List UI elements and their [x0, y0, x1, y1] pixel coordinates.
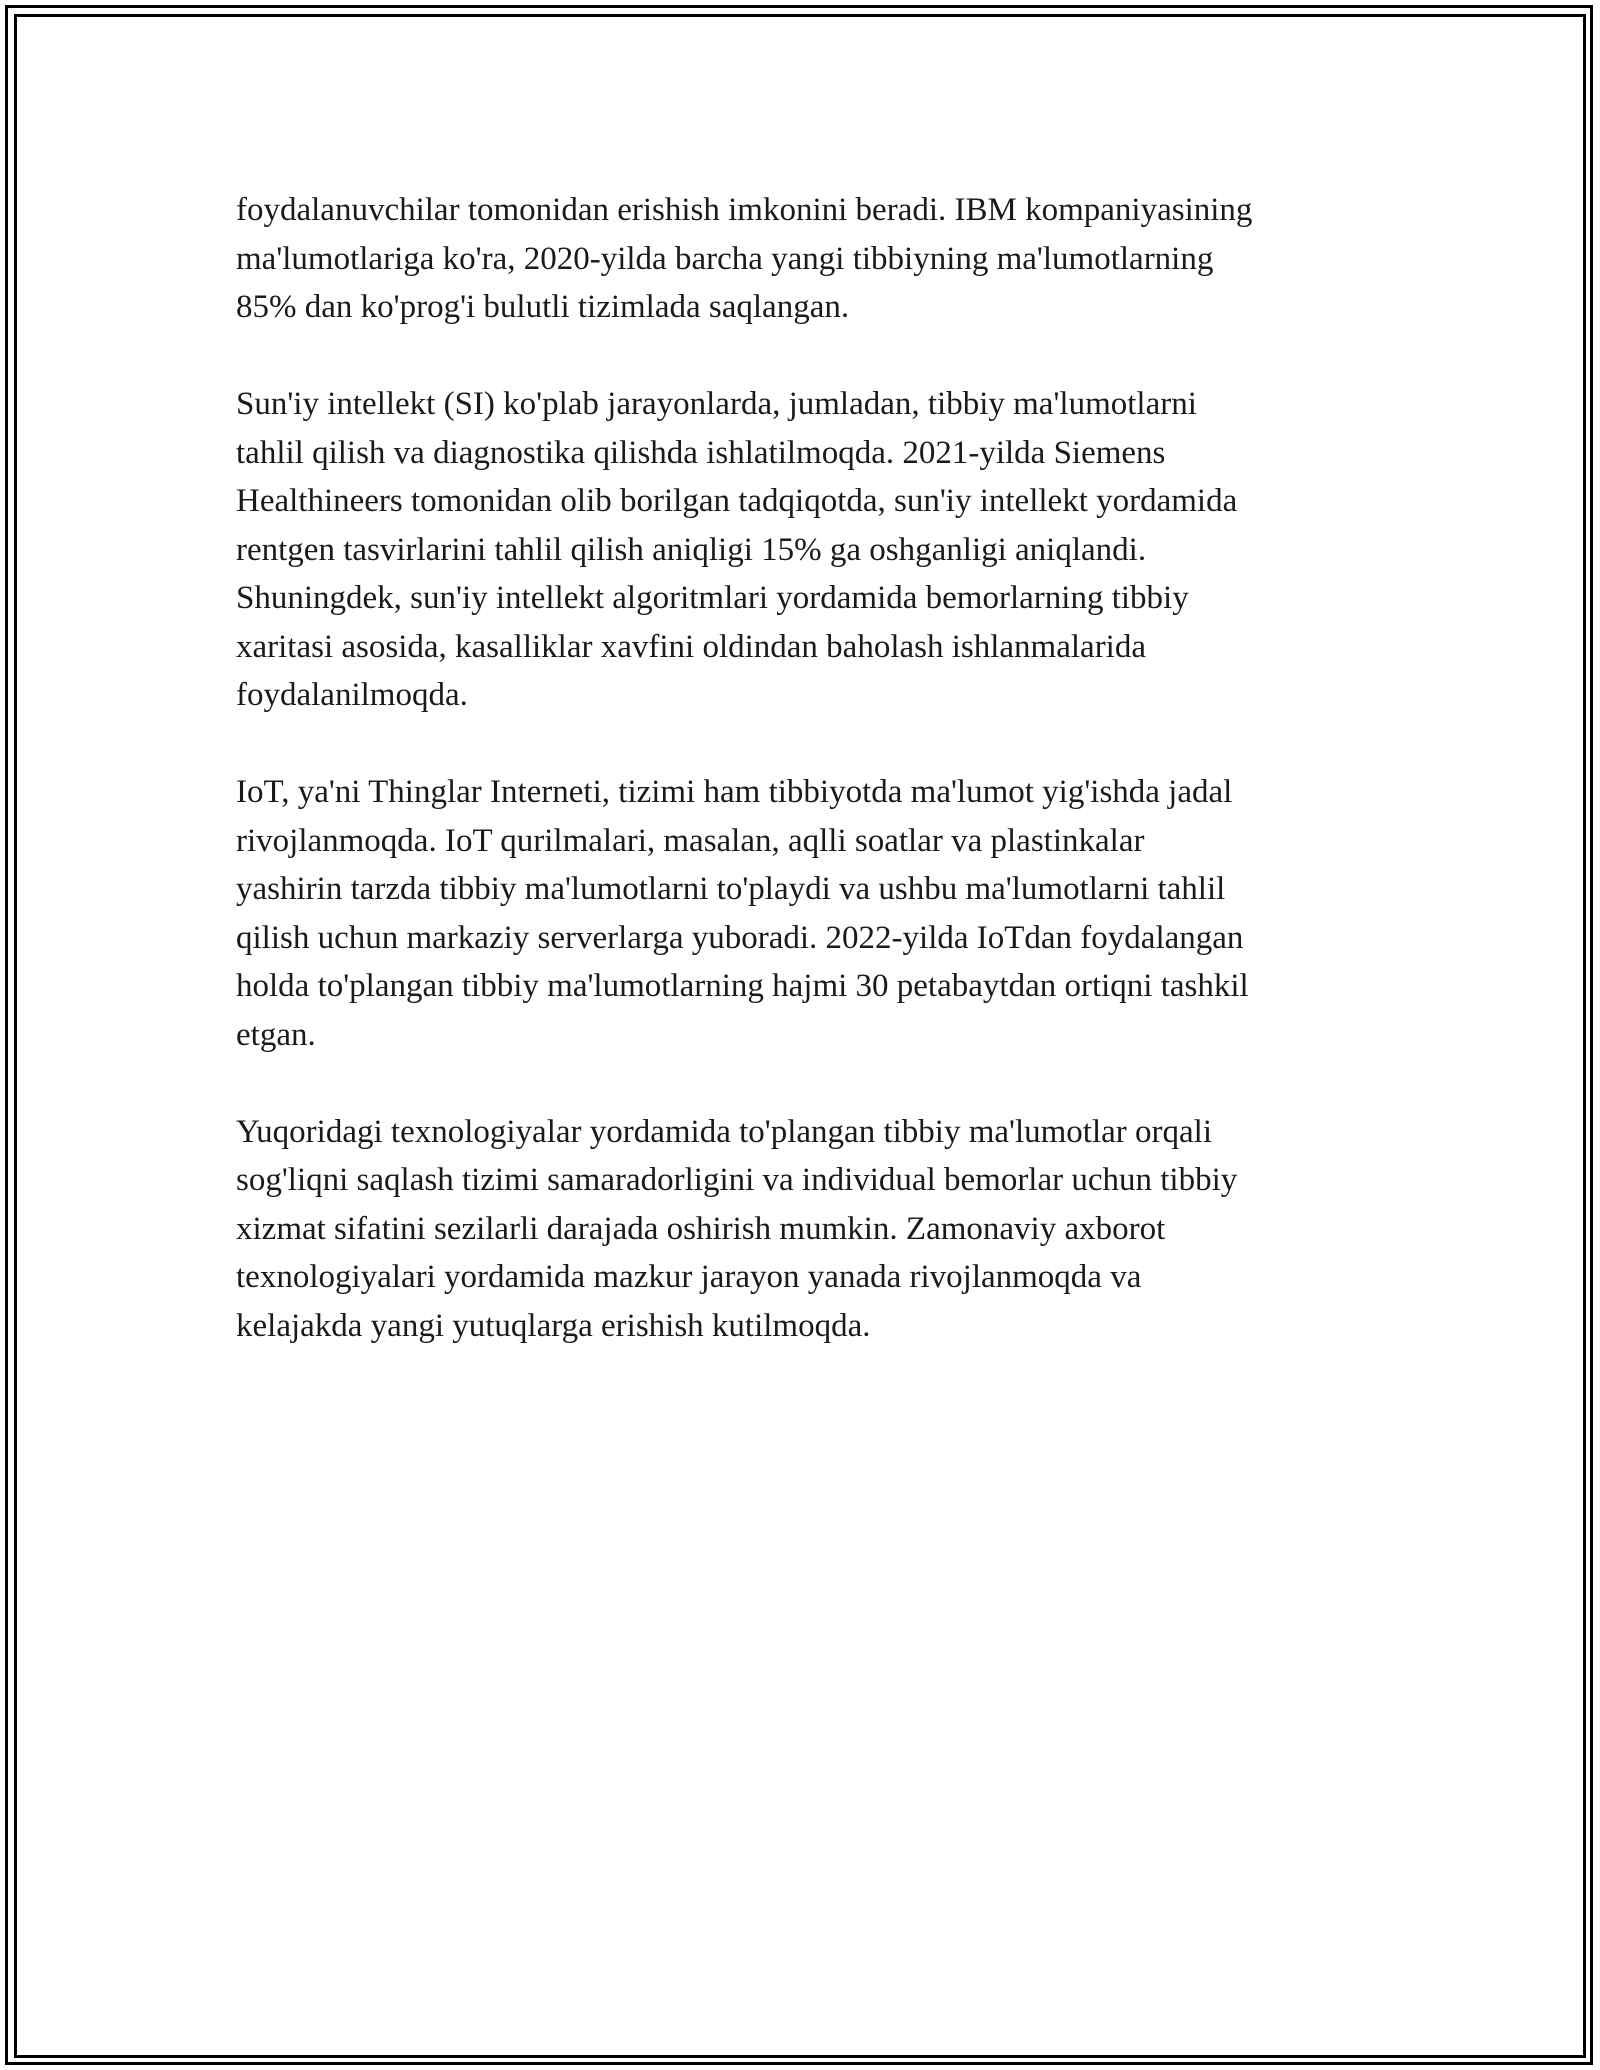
text-line: Healthineers tomonidan olib borilgan tadqiqotda, sun'iy intellekt yordamida	[236, 483, 1238, 519]
text-line: IoT, ya'ni Thinglar Interneti, tizimi ham tibbiyotda ma'lumot yig'ishda jadal	[236, 774, 1233, 810]
text-line: foydalanilmoqda.	[236, 677, 468, 713]
text-line: qilish uchun markaziy serverlarga yuboradi. 2022-yilda IoTdan foydalangan	[236, 919, 1244, 956]
document-body	[236, 186, 1386, 1399]
text-line: yashirin tarzda tibbiy ma'lumotlarni to'playdi va ushbu ma'lumotlarni tahlil	[236, 871, 1226, 907]
text-line: foydalanuvchilar tomonidan erishish imkonini beradi. IBM kompaniyasining	[236, 192, 1253, 228]
text-line: holda to'plangan tibbiy ma'lumotlarning hajmi 30 petabaytdan ortiqni tashkil	[236, 968, 1249, 1004]
text-line: kelajakda yangi yutuqlarga erishish kutilmoqda.	[236, 1307, 871, 1344]
text-line: xaritasi asosida, kasalliklar xavfini oldindan baholash ishlanmalarida	[236, 628, 1146, 665]
paragraph-iot	[236, 768, 1386, 1059]
text-line: Sun'iy intellekt (SI) ko'plab jarayonlarda, jumladan, tibbiy ma'lumotlarni	[236, 386, 1197, 422]
text-line: etgan.	[236, 1016, 316, 1053]
text-line: tahlil qilish va diagnostika qilishda ishlatilmoqda. 2021-yilda Siemens	[236, 434, 1166, 471]
paragraph-artificial-intelligence	[236, 380, 1386, 720]
paragraph-cloud-storage	[236, 186, 1386, 332]
text-line: Yuqoridagi texnologiyalar yordamida to'plangan tibbiy ma'lumotlar orqali	[236, 1113, 1212, 1150]
text-line: sog'liqni saqlash tizimi samaradorligini va individual bemorlar uchun tibbiy	[236, 1162, 1238, 1198]
text-line: 85% dan ko'prog'i bulutli tizimlada saqlangan.	[236, 289, 850, 325]
text-line: Shuningdek, sun'iy intellekt algoritmlari yordamida bemorlarning tibbiy	[236, 580, 1189, 616]
text-line: rivojlanmoqda. IoT qurilmalari, masalan, aqlli soatlar va plastinkalar	[236, 822, 1145, 859]
text-line: xizmat sifatini sezilarli darajada oshirish mumkin. Zamonaviy axborot	[236, 1210, 1166, 1247]
paragraph-conclusion	[236, 1108, 1386, 1351]
text-line: texnologiyalari yordamida mazkur jarayon yanada rivojlanmoqda va	[236, 1259, 1142, 1295]
text-line: ma'lumotlariga ko'ra, 2020-yilda barcha yangi tibbiyning ma'lumotlarning	[236, 240, 1214, 277]
text-line: rentgen tasvirlarini tahlil qilish aniqligi 15% ga oshganligi aniqlandi.	[236, 531, 1147, 568]
